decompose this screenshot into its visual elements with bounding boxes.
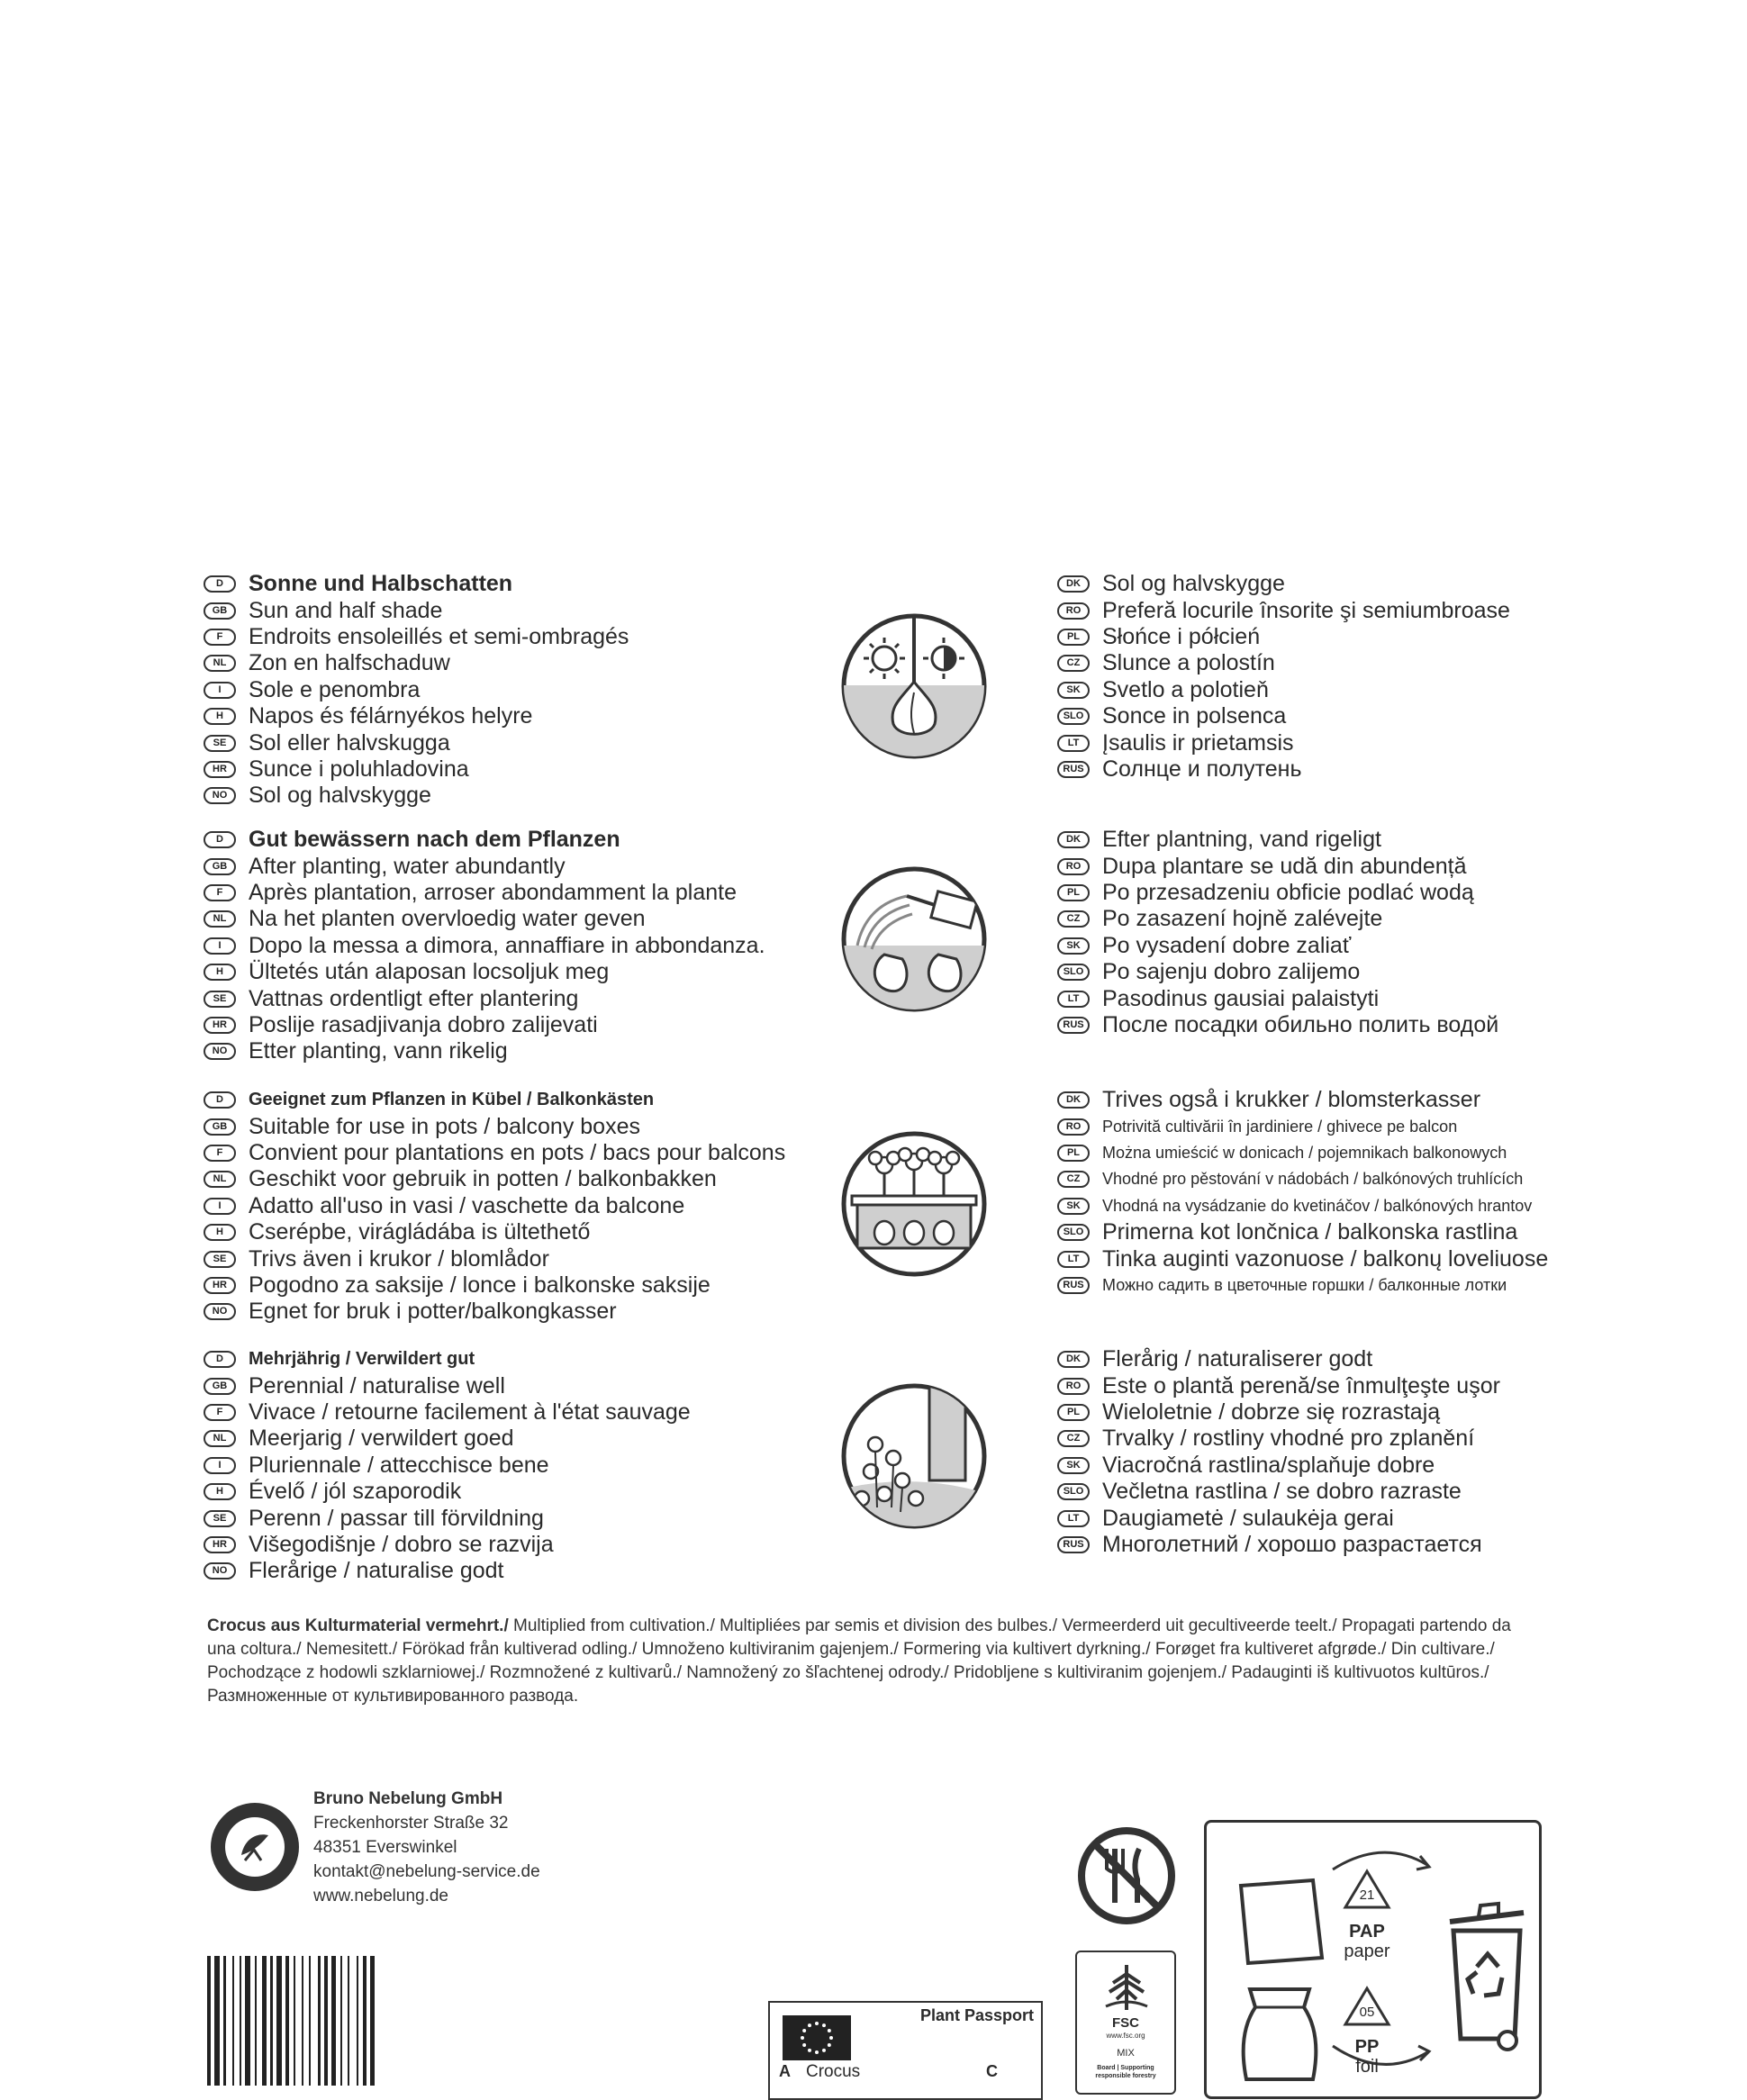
language-line-rus (1057, 1012, 1498, 1038)
language-line-pl (1057, 1399, 1500, 1426)
language-line-i (204, 677, 629, 703)
language-line-cz (1057, 650, 1510, 676)
language-line-dk (1057, 827, 1498, 853)
language-code-badge: RUS (1057, 1536, 1090, 1553)
language-code-badge: NO (204, 1303, 236, 1320)
language-line-no (204, 1038, 765, 1064)
language-text: Trivs även i krukor / blomlådor (249, 1245, 549, 1272)
language-line-lt (1057, 1245, 1548, 1272)
language-code-badge: DK (1057, 1351, 1090, 1368)
left-language-column (204, 827, 765, 1065)
company-website[interactable]: www.nebelung.de (313, 1887, 448, 1905)
language-text: Évelő / jól szaporodik (249, 1479, 462, 1505)
language-line-f (204, 624, 629, 650)
language-text: Napos és félárnyékos helyre (249, 703, 533, 729)
language-line-slo (1057, 703, 1510, 729)
eu-star (801, 2036, 804, 2040)
language-code-badge: D (204, 575, 236, 593)
language-line-hr (204, 756, 629, 783)
language-text: Primerna kot lončnica / balkonska rastlina (1102, 1219, 1518, 1245)
language-code-badge: PL (1057, 1404, 1090, 1421)
barcode-bar (214, 1956, 220, 2086)
language-code-badge: D (204, 831, 236, 848)
language-line-d (204, 1346, 691, 1372)
language-line-hr (204, 1272, 785, 1299)
fsc-mix: MIX (1117, 2048, 1135, 2059)
right-language-column (1057, 827, 1498, 1038)
fsc-tree-icon (1100, 1961, 1153, 2014)
footnote-text: Multiplied from cultivation./ Multipliées par semis et division des bulbes./ Vermeerderd uit gecultiveerde teelt./ Propagati partendo da una coltura./ Nemesitett./ Förökad från kultiverad odling./ Umnoženo kultiviranim gajenjem./ Formering via kultivert dyrkning./ Forøget fra kultiveret afgrøde./ Din cultivare./ Pochodzące z hodowli szklarniowej./ Rozmnožené z kultivarů./ Namnožený zo šľachtenej odrody./ Pridobljene s kultiviranim gojenjem./ Padauginti iš kultivuotos kultūros./ Размноженные от культивированного развода. (207, 1616, 1511, 1706)
language-code-badge: SE (204, 991, 236, 1008)
right-language-column (1057, 1087, 1548, 1299)
foil-bag-icon (1232, 1980, 1327, 2093)
pap-code: 21 (1359, 1887, 1375, 1903)
language-text: Na het planten overvloedig water geven (249, 906, 646, 932)
language-text: Wieloletnie / dobrze się rozrastają (1102, 1398, 1441, 1425)
language-line-f (204, 1399, 691, 1426)
language-code-badge: I (204, 1457, 236, 1474)
language-text: Sole e penombra (249, 676, 421, 702)
language-text: Svetlo a polotieň (1102, 676, 1269, 702)
language-text: Po vysadení dobre zaliať (1102, 932, 1352, 958)
language-code-badge: D (204, 1091, 236, 1109)
plant-passport-a-label: A (779, 2062, 791, 2080)
barcode-bar (294, 1956, 295, 2086)
barcode-bar (309, 1956, 311, 2086)
language-code-badge: RUS (1057, 761, 1090, 778)
eu-star (829, 2036, 833, 2040)
language-line-nl (204, 650, 629, 676)
language-text: Cserépbe, virágládába is ültethető (249, 1219, 591, 1245)
language-code-badge: SK (1057, 1198, 1090, 1215)
language-code-badge: SK (1057, 937, 1090, 955)
language-code-badge: SLO (1057, 1224, 1090, 1241)
language-line-rus (1057, 1272, 1548, 1299)
language-line-dk (1057, 1346, 1500, 1372)
language-line-no (204, 1299, 785, 1325)
language-line-dk (1057, 1087, 1548, 1113)
language-text: Pasodinus gausiai palaistyti (1102, 985, 1380, 1011)
language-line-gb (204, 597, 629, 623)
language-text: Vhodná na vysádzanie do kvetináčov / balkónových hrantov (1102, 1196, 1533, 1215)
language-text: После посадки обильно полить водой (1102, 1011, 1499, 1037)
language-line-ro (1057, 1372, 1500, 1398)
language-code-badge: PL (1057, 884, 1090, 901)
left-language-column (204, 571, 629, 810)
language-text: Многолетний / хорошо разрастается (1102, 1531, 1482, 1557)
language-text: Vattnas ordentligt efter plantering (249, 985, 579, 1011)
barcode-bar (324, 1956, 328, 2086)
language-line-gb (204, 853, 765, 879)
barcode-bar (357, 1956, 358, 2086)
language-text: Vivace / retourne facilement à l'état sauvage (249, 1398, 691, 1425)
language-code-badge: GB (204, 1118, 236, 1136)
language-text: Après plantation, arroser abondamment la plante (249, 879, 737, 905)
language-code-badge: H (204, 964, 236, 981)
language-text: Flerårige / naturalise godt (249, 1558, 504, 1584)
language-text: Mehrjährig / Verwildert gut (249, 1349, 475, 1370)
fsc-label: FSC (1112, 2015, 1139, 2031)
language-text: Geschikt voor gebruik in potten / balkonbakken (249, 1166, 717, 1192)
barcode-bar (331, 1956, 336, 2086)
company-street: Freckenhorster Straße 32 (313, 1814, 509, 1833)
language-code-badge: SE (204, 735, 236, 752)
left-language-column (204, 1346, 691, 1585)
language-text: Este o plantă perenă/se înmulţeşte uşor (1102, 1372, 1500, 1398)
language-line-sk (1057, 1453, 1500, 1479)
eu-star (828, 2043, 831, 2047)
paper-sheet-icon (1232, 1877, 1327, 1967)
language-text: Pluriennale / attecchisce bene (249, 1452, 549, 1478)
language-text: Convient pour plantations en pots / bacs pour balcons (249, 1139, 786, 1165)
right-language-column (1057, 571, 1510, 783)
language-line-slo (1057, 1479, 1500, 1505)
language-code-badge: DK (1057, 1091, 1090, 1109)
language-text: Ültetés után alaposan locsoljuk meg (249, 959, 610, 985)
language-line-se (204, 1505, 691, 1531)
language-code-badge: CZ (1057, 1430, 1090, 1447)
language-text: Slunce a polostín (1102, 650, 1275, 676)
balcony-box-icon (839, 1129, 989, 1279)
language-text: Preferă locurile însorite şi semiumbroase (1102, 597, 1510, 623)
language-code-badge: H (204, 1483, 236, 1500)
language-text: Można umieścić w donicach / pojemnikach balkonowych (1102, 1143, 1507, 1162)
language-code-badge: F (204, 1404, 236, 1421)
language-code-badge: RUS (1057, 1277, 1090, 1294)
language-code-badge: NO (204, 1562, 236, 1580)
language-text: Можно садить в цветочные горшки / балконные лотки (1102, 1275, 1507, 1294)
barcode-bar (240, 1956, 241, 2086)
barcode-bar (276, 1956, 282, 2086)
barcode-bar (207, 1956, 211, 2086)
language-text: Poslije rasadjivanja dobro zalijevati (249, 1011, 598, 1037)
language-text: Tinka auginti vazonuose / balkonų loveliuose (1102, 1245, 1549, 1272)
company-city: 48351 Everswinkel (313, 1838, 457, 1857)
language-code-badge: GB (204, 858, 236, 875)
pap-label: PAP (1349, 1922, 1385, 1942)
language-line-d (204, 1087, 785, 1113)
language-line-cz (1057, 1426, 1500, 1452)
language-code-badge: CZ (1057, 1171, 1090, 1188)
language-code-badge: RO (1057, 858, 1090, 875)
language-text: Perenn / passar till förvildning (249, 1505, 544, 1531)
language-code-badge: NL (204, 655, 236, 672)
language-text: Vhodné pro pěstování v nádobách / balkónových truhlících (1102, 1170, 1524, 1189)
watering-can-icon (839, 864, 989, 1014)
language-text: Višegodišnje / dobro se razvija (249, 1531, 554, 1557)
language-line-f (204, 1140, 785, 1166)
language-text: Trvalky / rostliny vhodné pro zplanění (1102, 1426, 1475, 1452)
language-line-no (204, 783, 629, 809)
language-code-badge: SLO (1057, 964, 1090, 981)
language-code-badge: SE (204, 1510, 236, 1527)
language-code-badge: I (204, 1198, 236, 1215)
language-code-badge: I (204, 682, 236, 699)
language-code-badge: LT (1057, 1251, 1090, 1268)
language-text: Sun and half shade (249, 597, 443, 623)
language-line-sk (1057, 933, 1498, 959)
language-code-badge: HR (204, 761, 236, 778)
language-code-badge: PL (1057, 629, 1090, 646)
language-code-badge: PL (1057, 1145, 1090, 1162)
language-text: Sol og halvskygge (1102, 571, 1285, 597)
language-code-badge: F (204, 629, 236, 646)
barcode-bar (340, 1956, 342, 2086)
eu-star (808, 2049, 811, 2052)
eu-star (808, 2023, 811, 2027)
eu-star (822, 2023, 826, 2027)
barcode-bar (245, 1956, 250, 2086)
language-line-sk (1057, 1193, 1548, 1219)
language-code-badge: I (204, 937, 236, 955)
language-code-badge: RUS (1057, 1017, 1090, 1034)
language-code-badge: SK (1057, 682, 1090, 699)
language-code-badge: LT (1057, 1510, 1090, 1527)
language-text: Suitable for use in pots / balcony boxes (249, 1113, 640, 1139)
language-line-gb (204, 1113, 785, 1139)
language-line-sk (1057, 677, 1510, 703)
language-line-se (204, 1245, 785, 1272)
plant-passport-species: Crocus (806, 2062, 861, 2081)
language-code-badge: RO (1057, 1118, 1090, 1136)
language-line-rus (1057, 1532, 1500, 1558)
language-text: Zon en halfschaduw (249, 650, 450, 676)
barcode-bar (370, 1956, 375, 2086)
language-text: Słońce i półcień (1102, 623, 1261, 649)
language-line-lt (1057, 1505, 1500, 1531)
language-text: Večletna rastlina / se dobro razraste (1102, 1479, 1462, 1505)
language-code-badge: DK (1057, 831, 1090, 848)
company-address (313, 1787, 540, 1908)
language-line-h (204, 703, 629, 729)
language-code-badge: HR (204, 1017, 236, 1034)
language-text: Potrivită cultivării în jardiniere / ghivece pe balcon (1102, 1117, 1458, 1136)
language-text: Po sajenju dobro zalijemo (1102, 959, 1361, 985)
language-code-badge: F (204, 1145, 236, 1162)
language-code-badge: NL (204, 1430, 236, 1447)
language-line-h (204, 1479, 691, 1505)
language-code-badge: DK (1057, 575, 1090, 593)
fsc-url: www.fsc.org (1106, 2032, 1145, 2040)
eu-star (822, 2049, 826, 2052)
language-line-i (204, 1193, 785, 1219)
language-line-lt (1057, 985, 1498, 1011)
plant-passport-title: Plant Passport (919, 2006, 1034, 2024)
language-code-badge: RO (1057, 1378, 1090, 1395)
language-text: Daugiametė / sulaukėja gerai (1102, 1505, 1394, 1531)
barcode-bar (302, 1956, 303, 2086)
language-code-badge: H (204, 1224, 236, 1241)
barcode-bar (223, 1956, 226, 2086)
plant-passport-c-label: C (986, 2062, 998, 2080)
language-line-nl (204, 1426, 691, 1452)
eu-star (828, 2029, 831, 2032)
pp-label: PP (1354, 2037, 1380, 2057)
language-line-f (204, 880, 765, 906)
language-text: Солнце и полутень (1102, 756, 1302, 782)
language-code-badge: HR (204, 1536, 236, 1553)
language-line-pl (1057, 624, 1510, 650)
language-line-hr (204, 1532, 691, 1558)
language-line-d (204, 571, 629, 597)
recycling-info (1204, 1820, 1542, 2099)
language-code-badge: SE (204, 1251, 236, 1268)
language-text: Pogodno za saksije / lonce i balkonske saksije (249, 1272, 711, 1298)
language-text: Meerjarig / verwildert goed (249, 1426, 514, 1452)
company-name: Bruno Nebelung GmbH (313, 1789, 503, 1808)
language-line-pl (1057, 1140, 1548, 1166)
language-line-i (204, 1453, 691, 1479)
fsc-logo (1075, 1951, 1176, 2095)
company-email[interactable]: kontakt@nebelung-service.de (313, 1862, 540, 1881)
language-text: Perennial / naturalise well (249, 1372, 505, 1398)
language-text: Įsaulis ir prietamsis (1102, 729, 1294, 756)
language-line-no (204, 1558, 691, 1584)
language-text: Sonce in polsenca (1102, 703, 1287, 729)
cultivation-footnote (207, 1615, 1540, 1708)
language-code-badge: GB (204, 1378, 236, 1395)
language-line-gb (204, 1372, 691, 1398)
barcode-bar (285, 1956, 289, 2086)
language-code-badge: HR (204, 1277, 236, 1294)
foil-label: foil (1355, 2057, 1379, 2077)
language-text: Efter plantning, vand rigeligt (1102, 827, 1381, 853)
language-code-badge: SLO (1057, 1483, 1090, 1500)
language-text: Sol og halvskygge (249, 783, 431, 809)
language-text: Geeignet zum Pflanzen in Kübel / Balkonkästen (249, 1090, 655, 1110)
language-text: Dupa plantare se udă din abundență (1102, 853, 1467, 879)
left-language-column (204, 1087, 785, 1326)
barcode-bar (255, 1956, 257, 2086)
perennial-flowers-icon (839, 1381, 989, 1531)
language-code-badge: D (204, 1351, 236, 1368)
language-text: Viacročná rastlina/splaňuje dobre (1102, 1452, 1435, 1478)
barcode-bar (348, 1956, 349, 2086)
sustainable-supplier-seal-icon (209, 1801, 301, 1893)
language-code-badge: F (204, 884, 236, 901)
language-text: After planting, water abundantly (249, 853, 566, 879)
language-code-badge: LT (1057, 991, 1090, 1008)
language-line-ro (1057, 1113, 1548, 1139)
language-line-d (204, 827, 765, 853)
language-line-pl (1057, 880, 1498, 906)
language-line-nl (204, 906, 765, 932)
language-code-badge: GB (204, 602, 236, 620)
language-code-badge: CZ (1057, 655, 1090, 672)
eu-star (815, 2022, 819, 2025)
language-text: Sol eller halvskugga (249, 729, 450, 756)
language-line-ro (1057, 597, 1510, 623)
pp-code: 05 (1359, 2005, 1375, 2020)
right-language-column (1057, 1346, 1500, 1558)
barcode (205, 1956, 493, 2086)
language-code-badge: LT (1057, 735, 1090, 752)
language-line-se (204, 729, 629, 756)
eu-star (815, 2050, 819, 2054)
language-line-nl (204, 1166, 785, 1192)
language-line-cz (1057, 906, 1498, 932)
language-text: Endroits ensoleillés et semi-ombragés (249, 623, 629, 649)
not-for-consumption-icon (1074, 1824, 1179, 1928)
paper-label: paper (1344, 1942, 1390, 1961)
language-text: Dopo la messa a dimora, annaffiare in abbondanza. (249, 932, 765, 958)
language-line-hr (204, 1012, 765, 1038)
language-line-i (204, 933, 765, 959)
barcode-bar (270, 1956, 273, 2086)
language-line-cz (1057, 1166, 1548, 1192)
language-code-badge: SK (1057, 1457, 1090, 1474)
language-line-ro (1057, 853, 1498, 879)
language-code-badge: SLO (1057, 708, 1090, 725)
language-text: Po przesadzeniu obficie podlać wodą (1102, 879, 1474, 905)
barcode-bar (363, 1956, 367, 2086)
language-line-slo (1057, 1219, 1548, 1245)
language-text: Adatto all'uso in vasi / vaschette da balcone (249, 1192, 685, 1218)
language-text: Gut bewässern nach dem Pflanzen (249, 827, 620, 853)
language-line-lt (1057, 729, 1510, 756)
recycling-bin-icon (1443, 1895, 1533, 2057)
barcode-bar (262, 1956, 267, 2086)
language-line-slo (1057, 959, 1498, 985)
footnote-bold: Crocus aus Kulturmaterial vermehrt./ (207, 1616, 509, 1635)
eu-star (802, 2043, 806, 2047)
language-code-badge: CZ (1057, 910, 1090, 928)
language-code-badge: NO (204, 787, 236, 804)
language-text: Trives også i krukker / blomsterkasser (1102, 1087, 1481, 1113)
language-line-dk (1057, 571, 1510, 597)
language-text: Sonne und Halbschatten (249, 571, 513, 597)
language-text: Etter planting, vann rikelig (249, 1038, 508, 1064)
barcode-bar (232, 1956, 234, 2086)
sun-half-shade-icon (839, 611, 989, 761)
language-text: Flerårig / naturaliserer godt (1102, 1346, 1373, 1372)
language-code-badge: NO (204, 1043, 236, 1060)
eu-star (802, 2029, 806, 2032)
language-text: Egnet for bruk i potter/balkongkasser (249, 1299, 617, 1325)
language-text: Po zasazení hojně zalévejte (1102, 906, 1383, 932)
language-line-h (204, 1219, 785, 1245)
eu-flag-icon (783, 2015, 851, 2060)
language-code-badge: NL (204, 1171, 236, 1188)
language-code-badge: H (204, 708, 236, 725)
language-line-h (204, 959, 765, 985)
fsc-claim: Board | Supporting responsible forestry (1095, 2065, 1156, 2079)
barcode-bar (318, 1956, 321, 2086)
language-text: Sunce i poluhladovina (249, 756, 469, 782)
language-line-rus (1057, 756, 1510, 783)
language-code-badge: NL (204, 910, 236, 928)
language-line-se (204, 985, 765, 1011)
language-code-badge: RO (1057, 602, 1090, 620)
